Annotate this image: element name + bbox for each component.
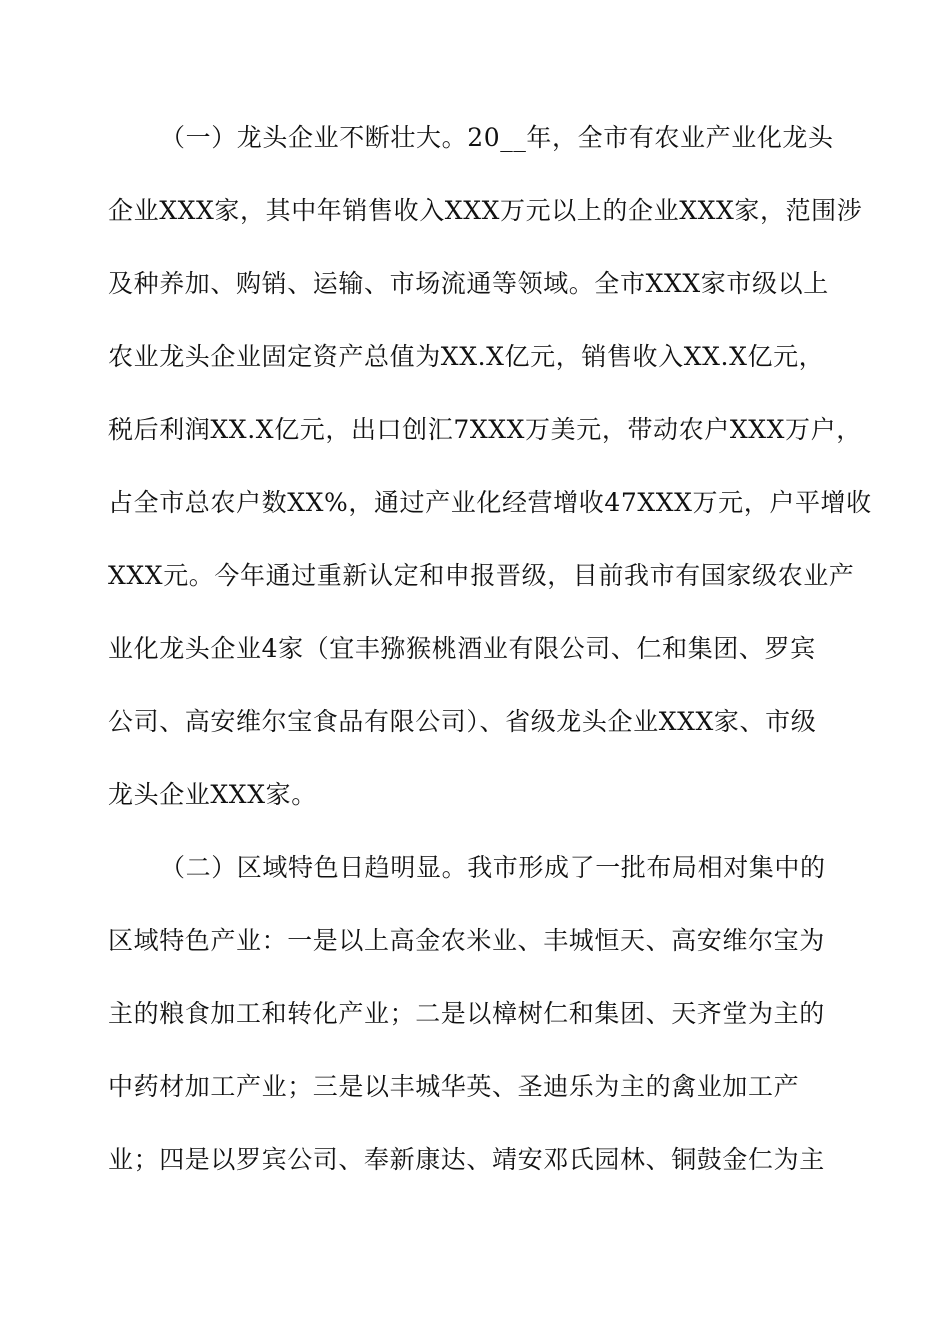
p2-line-4: 中药材加工产业；三是以丰城华英、圣迪乐为主的禽业加工产	[108, 1072, 800, 1101]
p2-line-1: （二）区域特色日趋明显。我市形成了一批布局相对集中的	[160, 853, 826, 882]
p1-line-7: XXX元。今年通过重新认定和申报晋级，目前我市有国家级农业产	[108, 561, 855, 590]
p2-line-5: 业；四是以罗宾公司、奉新康达、靖安邓氏园林、铜鼓金仁为主	[108, 1145, 825, 1174]
p1-line-2: 企业XXX家，其中年销售收入XXX万元以上的企业XXX家，范围涉	[108, 196, 863, 225]
p2-line-2: 区域特色产业：一是以上高金农米业、丰城恒天、高安维尔宝为	[108, 926, 825, 955]
p1-line-8: 业化龙头企业4家（宜丰猕猴桃酒业有限公司、仁和集团、罗宾	[108, 634, 816, 663]
p2-line-3: 主的粮食加工和转化产业；二是以樟树仁和集团、天齐堂为主的	[108, 999, 825, 1028]
p1-line-1: （一）龙头企业不断壮大。20__年，全市有农业产业化龙头	[160, 123, 834, 152]
p1-line-3: 及种养加、购销、运输、市场流通等领域。全市XXX家市级以上	[108, 269, 829, 298]
p1-line-6: 占全市总农户数XX%，通过产业化经营增收47XXX万元，户平增收	[108, 488, 872, 517]
p1-line-9: 公司、高安维尔宝食品有限公司）、省级龙头企业XXX家、市级	[108, 707, 817, 736]
p1-line-10: 龙头企业XXX家。	[108, 780, 317, 809]
p1-line-5: 税后利润XX.X亿元，出口创汇7XXX万美元，带动农户XXX万户，	[108, 415, 862, 444]
p1-line-4: 农业龙头企业固定资产总值为XX.X亿元，销售收入XX.X亿元，	[108, 342, 825, 371]
